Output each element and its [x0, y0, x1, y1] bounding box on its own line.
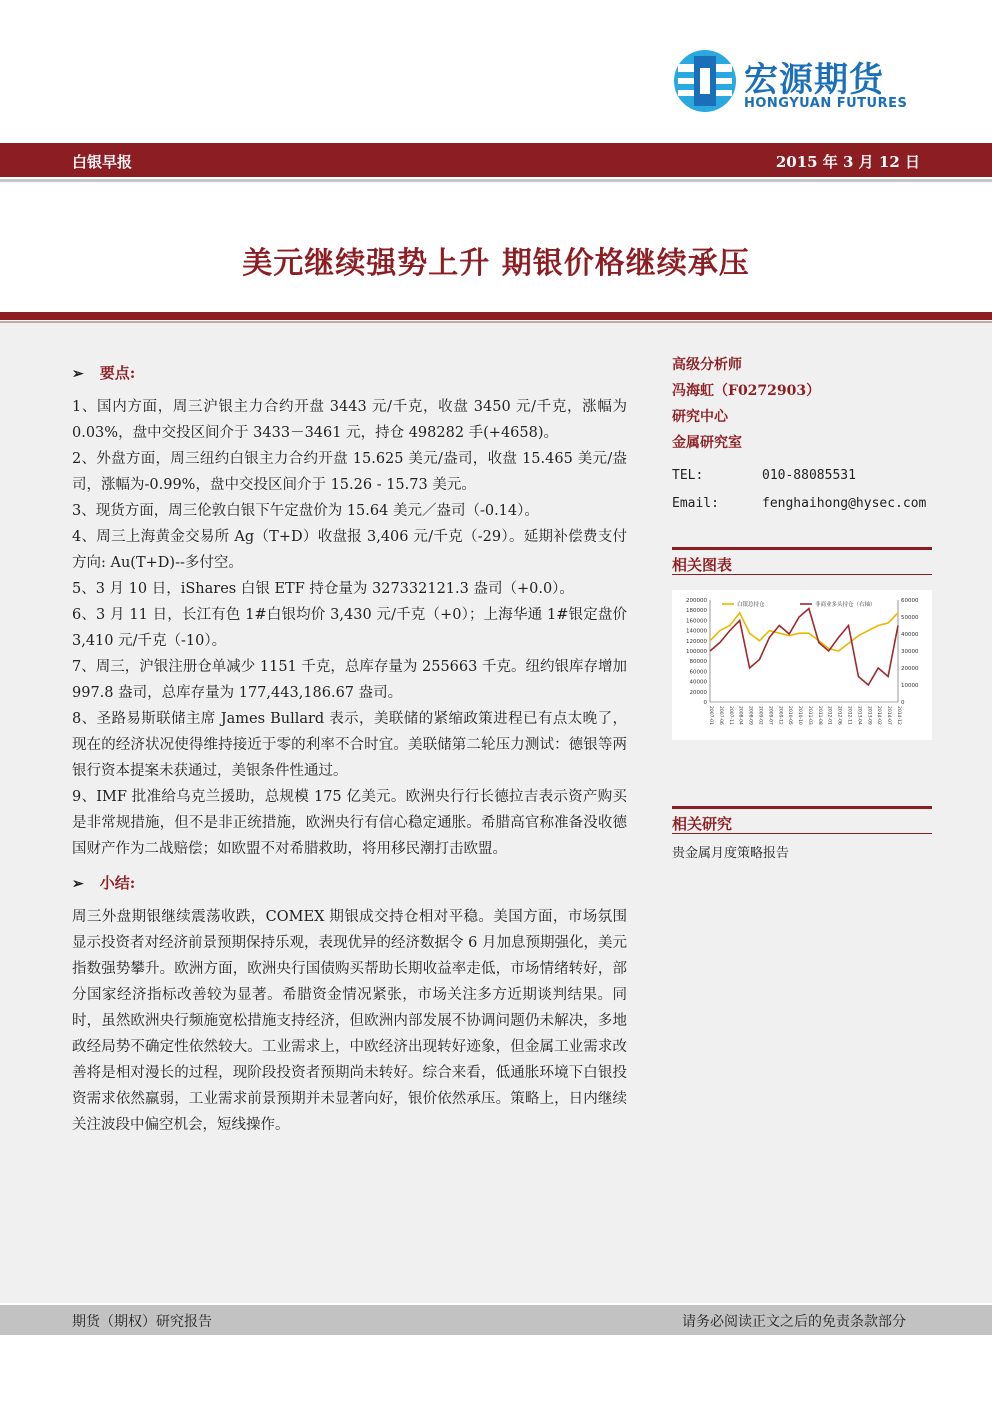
arrow-bullet-icon: ➢: [72, 366, 84, 382]
summary-heading-label: 小结:: [99, 874, 136, 892]
analyst-name: 冯海虹（F0272903）: [672, 383, 821, 399]
summary-heading: [72, 868, 627, 898]
analyst-info: [672, 352, 932, 518]
related-charts-heading: 相关图表: [672, 547, 932, 575]
footer-left-text: 期货（期权）研究报告: [72, 1314, 212, 1330]
tel-row: [672, 462, 932, 490]
y-tick-label-left: 20000: [689, 689, 707, 696]
x-tick-label: 2010-05: [787, 706, 793, 725]
tel-value: 010-88085531: [762, 468, 856, 483]
point-item: 3、现货方面，周三伦敦白银下午定盘价为 15.64 美元／盎司（-0.14）。: [72, 503, 539, 519]
legend-label: 白银总持仓: [737, 602, 765, 608]
summary-text: 周三外盘期银继续震荡收跌，COMEX 期银成交持仓相对平稳。美国方面，市场氛围显示投资者对经济前景预期保持乐观，表现优异的经济数据令 6 月加息预期强化，美元指数强势攀升。欧洲方面，欧洲央行国债购买帮助长期收益率走低，市场情绪转好，部分国家经济指标改善较为显著。希腊资金情况紧张，市场关注多方近期谈判结果。同时，虽然欧洲央行频施宽松措施支持经济，但欧洲内部发展不协调问题仍未解决，多地政经局势不确定性依然较大。工业需求上，中欧经济出现转好迹象，但金属工业需求改善将是相对漫长的过程，现阶段投资者预期尚未转好。综合来看，低通胀环境下白银投资需求依然羸弱，工业需求前景预期并未显著向好，银价依然承压。策略上，日内继续关注波段中偏空机会，短线操作。: [72, 909, 627, 1133]
email-label: Email:: [672, 496, 719, 511]
y-tick-label-right: 30000: [901, 649, 919, 655]
point-item: 6、3 月 11 日，长江有色 1#白银均价 3,430 元/千克（+0）；上海华通 1#银定盘价 3,410 元/千克（-10）。: [72, 607, 627, 649]
footer-band: [0, 1305, 992, 1335]
y-tick-label-right: 50000: [901, 615, 919, 621]
tel-label: TEL:: [672, 468, 704, 483]
related-research-item[interactable]: 贵金属月度策略报告: [672, 846, 790, 861]
title-rule: [0, 312, 992, 320]
y-tick-label-right: 60000: [901, 598, 919, 604]
x-tick-label: 2009-07: [767, 706, 773, 725]
legend-label: 非商业多头持仓（右轴）: [815, 602, 876, 608]
y-tick-label-left: 40000: [689, 679, 707, 686]
x-tick-label: 2012-11: [846, 706, 852, 725]
y-tick-label-right: 20000: [901, 666, 919, 672]
x-tick-label: 2008-04: [737, 706, 743, 725]
analyst-role: 高级分析师: [672, 357, 742, 373]
chart-container: [672, 590, 932, 740]
point-item: 1、国内方面，周三沪银主力合约开盘 3443 元/千克，收盘 3450 元/千克，涨幅为 0.03%，盘中交投区间介于 3433－3461 元，持仓 498282 手(+4658)。: [72, 399, 627, 441]
y-tick-label-left: 160000: [686, 618, 707, 625]
x-tick-label: 2012-06: [836, 706, 842, 725]
points-heading: [72, 358, 627, 388]
y-tick-label-right: 0: [901, 700, 905, 706]
logo-en-text: HONGYUAN FUTURES: [744, 96, 908, 111]
y-tick-label-left: 200000: [686, 598, 707, 604]
report-title: 美元继续强势上升 期银价格继续承压: [242, 246, 750, 281]
y-tick-label-left: 120000: [686, 638, 707, 645]
company-logo: [672, 44, 922, 124]
x-tick-label: 2012-01: [826, 706, 832, 725]
x-tick-label: 2010-10: [797, 706, 803, 725]
y-tick-label-left: 80000: [689, 659, 707, 666]
y-tick-label-right: 40000: [901, 632, 919, 638]
footer-disclaimer[interactable]: 请务必阅读正文之后的免责条款部分: [682, 1314, 906, 1330]
analyst-team: 金属研究室: [672, 435, 742, 451]
email-value[interactable]: fenghaihong@hysec.com: [762, 496, 927, 511]
x-tick-label: 2009-02: [757, 706, 763, 725]
y-tick-label-left: 140000: [686, 628, 707, 635]
point-item: 2、外盘方面，周三纽约白银主力合约开盘 15.625 美元/盎司，收盘 15.465 美元/盎司，涨幅为-0.99%，盘中交投区间介于 15.26 - 15.73 美元。: [72, 451, 627, 493]
y-tick-label-left: 60000: [689, 669, 707, 676]
point-item: 4、周三上海黄金交易所 Ag（T+D）收盘报 3,406 元/千克（-29）。延期补偿费支付方向: Au(T+D)--多付空。: [72, 529, 627, 571]
y-tick-label-left: 0: [703, 700, 707, 706]
points-heading-label: 要点:: [99, 364, 136, 382]
x-tick-label: 2011-03: [806, 706, 812, 725]
related-research-heading: 相关研究: [672, 806, 932, 834]
y-tick-label-left: 180000: [686, 608, 707, 615]
x-tick-label: 2014-02: [876, 706, 882, 725]
arrow-bullet-icon: ➢: [72, 876, 84, 892]
logo-mark-icon: [672, 48, 738, 114]
x-tick-label: 2008-09: [747, 706, 753, 725]
point-item: 7、周三，沪银注册仓单减少 1151 千克，总库存量为 255663 千克。纽约银库存增加 997.8 盎司，总库存量为 177,443,186.67 盎司。: [72, 659, 627, 701]
x-tick-label: 2009-12: [777, 706, 783, 725]
main-column: [72, 358, 627, 1138]
x-tick-label: 2011-08: [816, 706, 822, 725]
related-research-section: [672, 806, 932, 861]
report-type: 白银早报: [72, 153, 133, 171]
x-tick-label: 2013-09: [866, 706, 872, 725]
y-tick-label-right: 10000: [901, 683, 919, 689]
email-row: [672, 490, 932, 518]
report-date: 2015 年 3 月 12 日: [775, 153, 920, 171]
related-charts-section: [672, 547, 932, 575]
x-tick-label: 2013-04: [856, 706, 862, 725]
point-item: 5、3 月 10 日，iShares 白银 ETF 持仓量为 327332121.3 盎司（+0.0）。: [72, 581, 574, 597]
y-tick-label-left: 100000: [686, 649, 707, 655]
point-item: 9、IMF 批准给乌克兰援助，总规模 175 亿美元。欧洲央行行长德拉吉表示资产购买是非常规措施，但不是非正统措施，欧洲央行有信心稳定通胀。希腊高官称准备没收德国财产作为二战赔偿；如欧盟不对希腊救助，将用移民潮打击欧盟。: [72, 789, 627, 857]
x-tick-label: 2014-12: [896, 706, 901, 725]
header-divider: [0, 179, 992, 182]
analyst-dept: 研究中心: [672, 409, 728, 425]
x-tick-label: 2014-07: [886, 706, 892, 725]
x-tick-label: 2007-01: [708, 706, 713, 725]
header-band: [0, 143, 992, 177]
logo-cn-text: 宏源期货: [744, 60, 884, 100]
x-tick-label: 2007-11: [727, 706, 733, 725]
x-tick-label: 2007-06: [717, 706, 723, 725]
point-item: 8、圣路易斯联储主席 James Bullard 表示，美联储的紧缩政策进程已有点太晚了，现在的经济状况使得维持接近于零的利率不合时宜。美联储第二轮压力测试：德银等两银行资本提案未获通过，美银条件性通过。: [72, 711, 627, 779]
holdings-chart: [672, 590, 932, 740]
